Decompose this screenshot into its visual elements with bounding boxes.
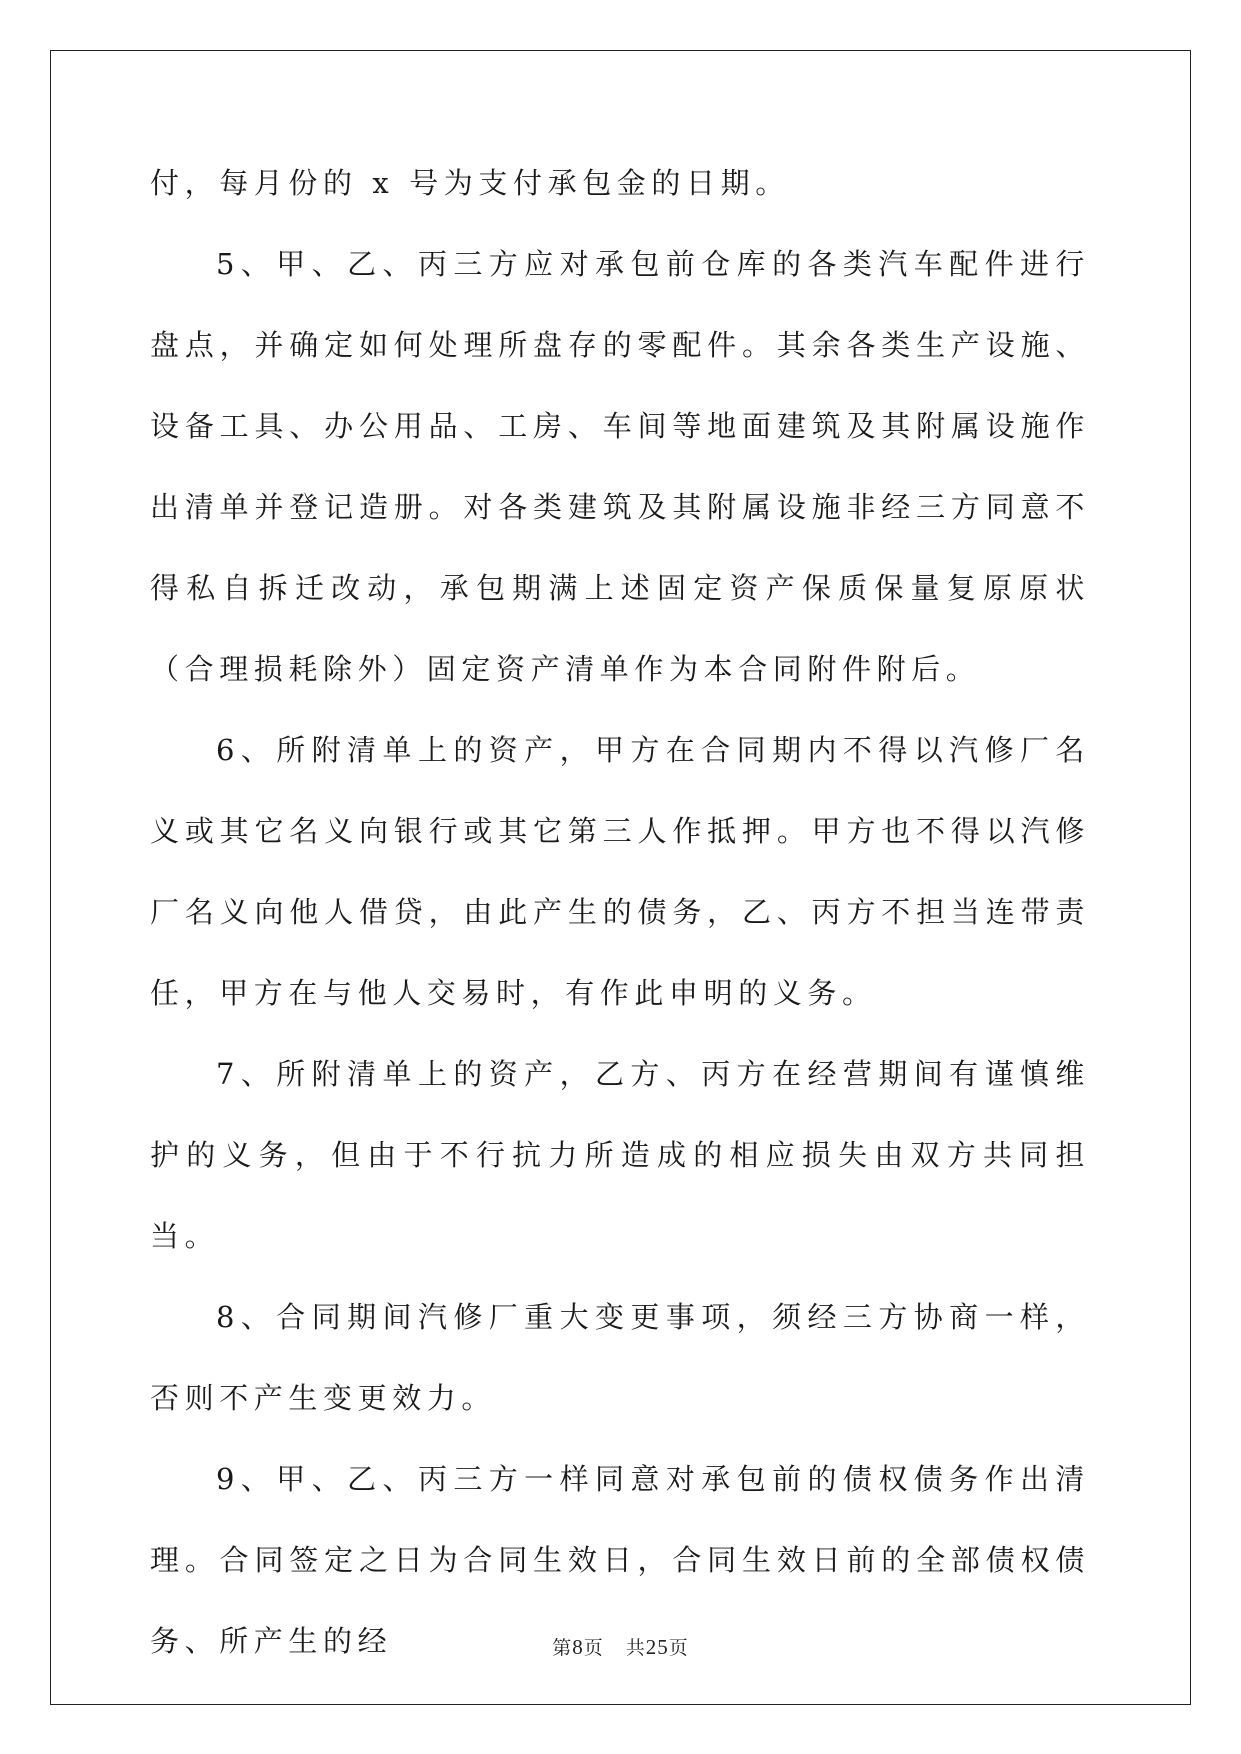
paragraph-clause-7: 7、所附清单上的资产，乙方、丙方在经营期间有谨慎维护的义务，但由于不行抗力所造成的相应损失由双方共同担当。: [150, 1057, 1090, 1253]
page-prefix: 第: [552, 1637, 573, 1659]
page-suffix: 页: [583, 1637, 604, 1659]
page-footer: [0, 1633, 1241, 1660]
paragraph-clause-9: 9、甲、乙、丙三方一样同意对承包前的债权债务作出清理。合同签定之日为合同生效日，合同生效日前的全部债权债务、所产生的经: [150, 1462, 1090, 1658]
paragraph-clause-6: 6、所附清单上的资产，甲方在合同期内不得以汽修厂名义或其它名义向银行或其它第三人作抵押。甲方也不得以汽修厂名义向他人借贷，由此产生的债务，乙、丙方不担当连带责任，甲方在与他人交易时，有作此申明的义务。: [150, 733, 1090, 1010]
paragraph-continuation: 付，每月份的 x 号为支付承包金的日期。: [150, 166, 790, 200]
page-number: 8: [572, 1635, 584, 1659]
paragraph-clause-5: 5、甲、乙、丙三方应对承包前仓库的各类汽车配件进行盘点，并确定如何处理所盘存的零配件。其余各类生产设施、设备工具、办公用品、工房、车间等地面建筑及其附属设施作出清单并登记造册。对各类建筑及其附属设施非经三方同意不得私自拆迁改动，承包期满上述固定资产保质保量复原原状（合理损耗除外）固定资产清单作为本合同附件附后。: [150, 247, 1090, 686]
total-suffix: 页: [668, 1637, 689, 1659]
paragraph-clause-8: 8、合同期间汽修厂重大变更事项，须经三方协商一样，否则不产生变更效力。: [150, 1300, 1090, 1415]
total-pages: 25: [645, 1635, 669, 1659]
document-body: [150, 143, 1090, 1682]
total-prefix: 共: [625, 1637, 646, 1659]
